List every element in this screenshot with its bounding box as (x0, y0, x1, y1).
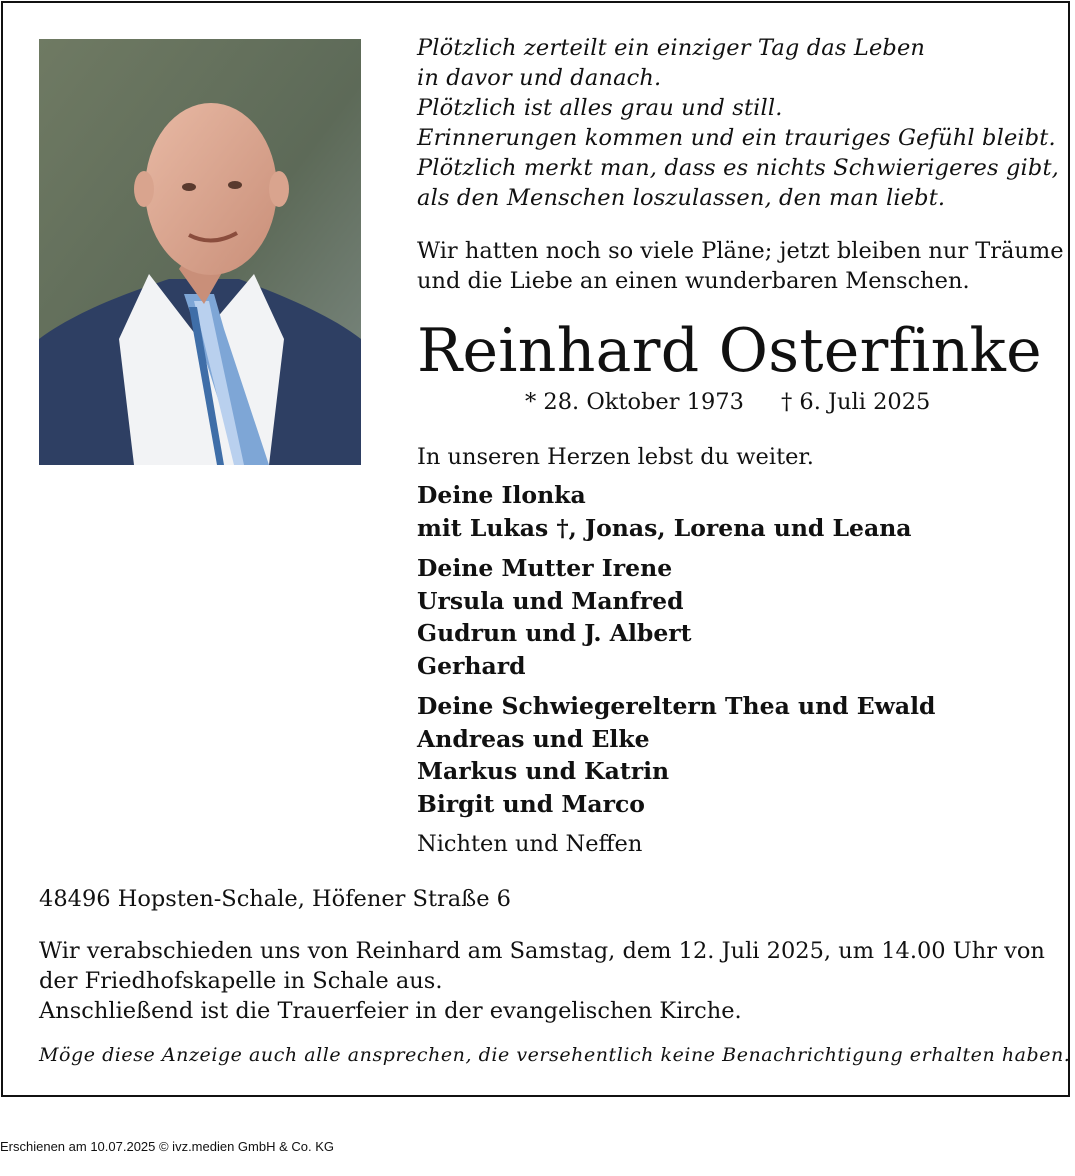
birth-date: * 28. Oktober 1973 (525, 389, 744, 415)
mourner-group (417, 690, 936, 820)
poem-line: in davor und danach. (417, 65, 662, 91)
intro-line: und die Liebe an einen wunderbaren Menschen. (417, 268, 970, 294)
deceased-name: Reinhard Osterfinke (417, 316, 1042, 386)
mourners-list (417, 479, 936, 828)
nieces-nephews: Nichten und Neffen (417, 831, 643, 857)
mourner-line: Gerhard (417, 651, 526, 680)
mourner-group (417, 552, 936, 682)
mourner-line: Deine Schwiegereltern Thea und Ewald (417, 692, 936, 720)
poem (417, 33, 1057, 213)
portrait-photo (39, 39, 361, 465)
mourner-line: Gudrun und J. Albert (417, 619, 692, 647)
intro-line: Wir hatten noch so viele Pläne; jetzt bleiben nur Träume (417, 238, 1064, 264)
publication-footer: Erschienen am 10.07.2025 © ivz.medien GmbH & Co. KG (0, 1139, 335, 1154)
mourner-line: Deine Mutter Irene (417, 554, 673, 582)
mourner-line: Markus und Katrin (417, 757, 670, 785)
mourner-line: Andreas und Elke (417, 724, 650, 753)
farewell-line: Wir verabschieden uns von Reinhard am Samstag, dem 12. Juli 2025, um 14.00 Uhr von (39, 938, 1045, 964)
death-date: † 6. Juli 2025 (781, 389, 931, 415)
farewell-line: der Friedhofskapelle in Schale aus. (39, 968, 443, 994)
poem-line: Plötzlich ist alles grau und still. (417, 95, 783, 121)
farewell-line: Anschließend ist die Trauerfeier in der evangelischen Kirche. (39, 998, 742, 1024)
poem-line: als den Menschen loszulassen, den man liebt. (417, 185, 946, 211)
memorial-line: In unseren Herzen lebst du weiter. (417, 444, 814, 470)
mourner-line: Birgit und Marco (417, 789, 645, 818)
mourner-line: mit Lukas †, Jonas, Lorena und Leana (417, 513, 912, 542)
portrait-image (39, 39, 361, 465)
farewell-info (39, 936, 1045, 1026)
poem-line: Plötzlich zerteilt ein einziger Tag das Leben (417, 35, 926, 61)
poem-line: Plötzlich merkt man, dass es nichts Schwierigeres gibt, (417, 155, 1059, 181)
mourner-line: Ursula und Manfred (417, 586, 684, 615)
address: 48496 Hopsten-Schale, Höfener Straße 6 (39, 886, 511, 912)
poem-line: Erinnerungen kommen und ein trauriges Gefühl bleibt. (417, 125, 1056, 151)
mourner-group (417, 479, 936, 544)
mourner-line: Deine Ilonka (417, 481, 586, 509)
intro-text (417, 236, 1064, 296)
notification-note: Möge diese Anzeige auch alle ansprechen, die versehentlich keine Benachrichtigung erhalten haben. (39, 1044, 1071, 1066)
